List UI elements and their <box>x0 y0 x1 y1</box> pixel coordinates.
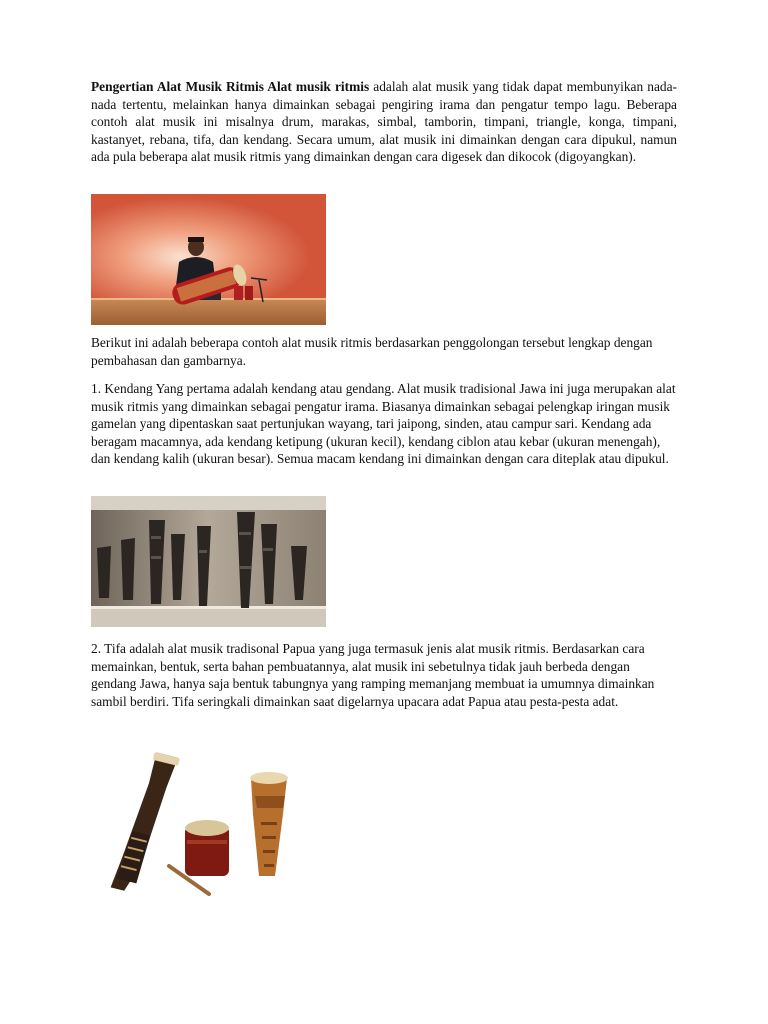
tifa-paragraph: 2. Tifa adalah alat musik tradisonal Papua yang juga termasuk jenis alat musik ritmis. Berdasarkan cara memainkan, bentuk, serta bahan pembuatannya, alat musik ini sebetulnya tidak jauh berbeda dengan gendang Jawa, hanya saja bentuk tabungnya yang ramping memanjang membuat ia umumnya dimainkan sambil berdiri. Tifa seringkali dimainkan saat digelarnya upacara adat Papua atau pesta-pesta adat. <box>91 641 655 709</box>
intro-bold-lead: Pengertian Alat Musik Ritmis Alat musik ritmis <box>91 79 370 94</box>
kendang-paragraph: 1. Kendang Yang pertama adalah kendang atau gendang. Alat musik tradisional Jawa ini juga merupakan alat musik ritmis yang dimainkan sebagai pengatur irama. Biasanya dimainkan sebagai pelengkap iringan musik gamelan yang dipentaskan saat pertunjukan wayang, tari jaipong, sinden, atau campur sari. Kendang ada beragam macamnya, ada kendang ketipung (ukuran kecil), kendang ciblon atau kebar (ukuran menengah), dan kendang kalih (ukuran besar). Semua macam kendang ini dimainkan dengan cara diteplak atau dipukul. <box>91 381 676 467</box>
overview-paragraph: Berikut ini adalah beberapa contoh alat musik ritmis berdasarkan penggolongan tersebut lengkap dengan pembahasan dan gambarnya. <box>91 335 653 368</box>
intro-paragraph <box>91 78 677 166</box>
tifa-instruments-photo <box>91 744 331 906</box>
intro-text: adalah alat musik yang tidak dapat membunyikan nada-nada tertentu, melainkan hanya dimainkan sebagai pengiring irama dan pengatur tempo lagu. Beberapa contoh alat musik ini misalnya drum, marakas, simbal, tamborin, timpani, triangle, konga, timpani, kastanyet, rebana, tifa, dan kendang. Secara umum, alat musik ini dimainkan dengan cara dipukul, namun ada pula beberapa alat musik ritmis yang dimainkan dengan cara digesek dan dikocok (digoyangkan). <box>91 79 678 165</box>
kendang-player-photo <box>91 194 326 325</box>
tifa-museum-photo <box>91 496 326 627</box>
